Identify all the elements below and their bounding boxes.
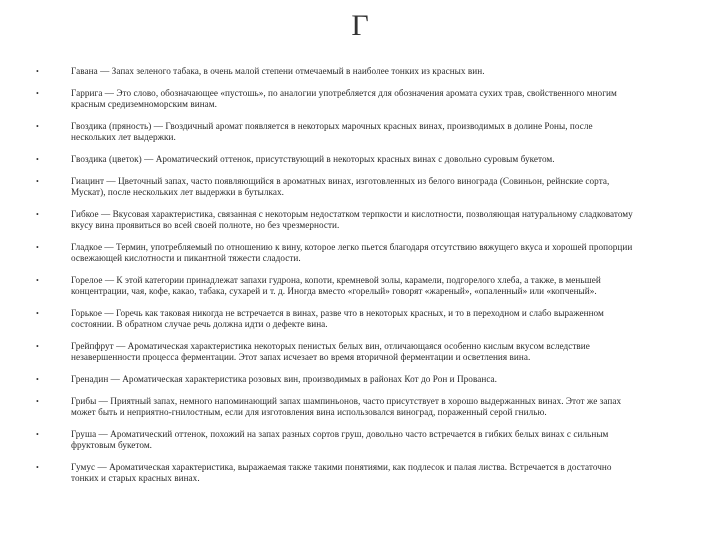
bullet-icon: • xyxy=(36,430,39,439)
glossary-entry-text: Гумус — Ароматическая характеристика, выражаемая также такими понятиями, как подлесок и палая листва. Встречается в достаточно тонких и старых красных винах. xyxy=(71,462,612,483)
glossary-entry-text: Гладкое — Термин, употребляемый по отношению к вину, которое легко пьется благодаря отсутствию вяжущего вкуса и хорошей пропорции освежающей кислотности и пикантной тяжести сладости. xyxy=(71,242,633,263)
glossary-entry xyxy=(0,374,637,385)
glossary-entry-text: Грейпфрут — Ароматическая характеристика некоторых пенистых белых вин, отличающаяся особенно кислым вкусом вследствие незавершенности процесса ферментации. Этот запах исчезает во время вторичной ферментации и осветления вина. xyxy=(71,341,590,362)
glossary-entry-text: Гаррига — Это слово, обозначающее «пустошь», по аналогии употребляется для обозначения аромата сухих трав, свойственного многим красным средиземноморским винам. xyxy=(71,88,617,109)
glossary-entry xyxy=(0,275,637,297)
glossary-entry-text: Гавана — Запах зеленого табака, в очень малой степени отмечаемый в наиболее тонких из красных вин. xyxy=(71,66,485,76)
bullet-icon: • xyxy=(36,67,39,76)
bullet-icon: • xyxy=(36,177,39,186)
glossary-entry xyxy=(0,462,637,484)
glossary-list xyxy=(0,66,720,495)
bullet-icon: • xyxy=(36,155,39,164)
glossary-entry-text: Гибкое — Вкусовая характеристика, связанная с некоторым недостатком терпкости и кислотности, позволяющая натуральному сладковатому вкусу вина проявиться во всей своей полноте, но без чрезмерности. xyxy=(71,209,633,230)
bullet-icon: • xyxy=(36,210,39,219)
glossary-entry xyxy=(0,429,637,451)
glossary-entry-text: Гвоздика (цветок) — Ароматический оттенок, присутствующий в некоторых красных винах с довольно суровым букетом. xyxy=(71,154,555,164)
glossary-entry-text: Груша — Ароматический оттенок, похожий на запах разных сортов груш, довольно часто встречается в гибких белых винах с сильным фруктовым букетом. xyxy=(71,429,609,450)
glossary-entry xyxy=(0,176,637,198)
bullet-icon: • xyxy=(36,397,39,406)
glossary-entry xyxy=(0,66,637,77)
glossary-entry xyxy=(0,154,637,165)
glossary-entry-text: Горькое — Горечь как таковая никогда не встречается в винах, разве что в некоторых красных, и то в переходном и слабо выраженном состоянии. В обратном случае речь должна идти о дефекте вина. xyxy=(71,308,604,329)
bullet-icon: • xyxy=(36,463,39,472)
bullet-icon: • xyxy=(36,243,39,252)
glossary-entry xyxy=(0,242,637,264)
glossary-entry-text: Грибы — Приятный запах, немного напоминающий запах шампиньонов, часто присутствует в хорошо выдержанных винах. Этот же запах может быть и неприятно-гнилостным, если для изготовления вина использовался виноград, пораженный серой гнилью. xyxy=(71,396,622,417)
bullet-icon: • xyxy=(36,342,39,351)
glossary-entry xyxy=(0,88,637,110)
glossary-entry xyxy=(0,209,637,231)
bullet-icon: • xyxy=(36,276,39,285)
bullet-icon: • xyxy=(36,375,39,384)
glossary-entry-text: Горелое — К этой категории принадлежат запахи гудрона, копоти, кремневой золы, карамели, подгорелого хлеба, а также, в меньшей концентрации, чая, кофе, какао, табака, сухарей и т. д. Иногда вместо «горелый» говорят «жареный», «опаленный» или «копченый». xyxy=(71,275,601,296)
bullet-icon: • xyxy=(36,89,39,98)
bullet-icon: • xyxy=(36,309,39,318)
page-title: Г xyxy=(351,9,369,42)
bullet-icon: • xyxy=(36,122,39,131)
glossary-entry-text: Гвоздика (пряность) — Гвоздичный аромат появляется в некоторых марочных красных винах, производимых в долине Роны, после нескольких лет выдержки. xyxy=(71,121,593,142)
glossary-entry xyxy=(0,341,637,363)
glossary-entry-text: Гренадин — Ароматическая характеристика розовых вин, производимых в районах Кот до Рон и Прованса. xyxy=(71,374,498,384)
glossary-entry xyxy=(0,396,637,418)
glossary-entry xyxy=(0,308,637,330)
glossary-entry-text: Гиацинт — Цветочный запах, часто появляющийся в ароматных винах, изготовленных из белого винограда (Совиньон, рейнские сорта, Мускат), после нескольких лет выдержки в бутылках. xyxy=(71,176,610,197)
glossary-entry xyxy=(0,121,637,143)
